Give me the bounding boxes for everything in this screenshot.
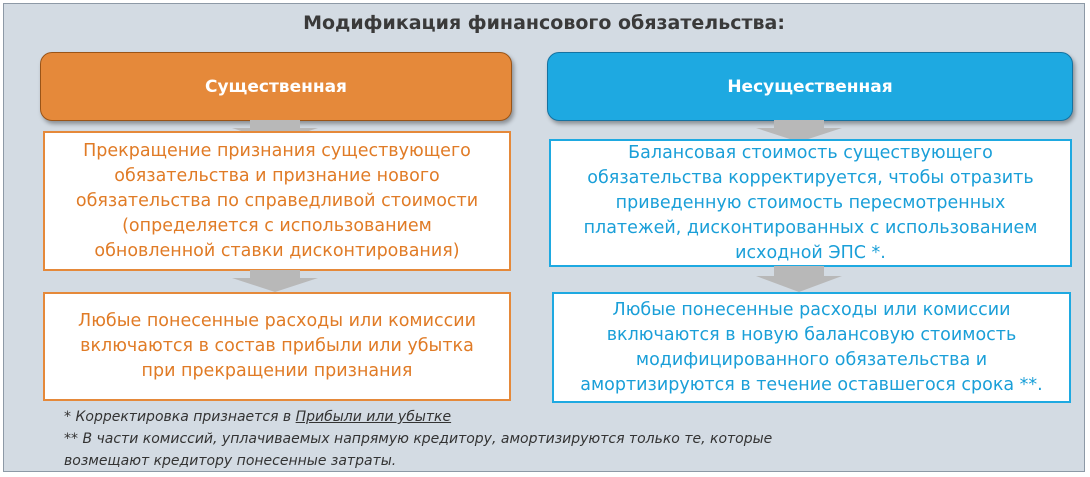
box-derecognition: Прекращение признания существующего обязательства и признание нового обязательства по справедливой стоимости (определяется с использованием обновленной ставки дисконтирования) [43,131,511,271]
header-insignificant: Несущественная [547,52,1073,121]
box-carrying-amount-adjustment: Балансовая стоимость существующего обязательства корректируется, чтобы отразить приведенную стоимость пересмотренных платежей, дисконтированных с использованием исходной ЭПС *. [549,139,1072,267]
footnotes [64,406,1074,472]
footnote-3: возмещают кредитору понесенные затраты. [64,453,397,469]
arrow-down-icon [230,270,320,292]
diagram-title: Модификация финансового обязательства: [303,12,785,34]
header-significant: Существенная [40,52,512,121]
arrow-down-icon [754,266,844,292]
footnote-1: * Корректировка признается в Прибыли или убытке [64,409,452,425]
diagram-frame [3,3,1085,472]
footnote-2: ** В части комиссий, уплачиваемых напрямую кредитору, амортизируются только те, которые [64,431,773,447]
box-costs-profit-loss: Любые понесенные расходы или комиссии включаются в состав прибыли или убытка при прекращении признания [43,292,511,401]
footnote-1-link: Прибыли или убытке [295,409,452,425]
box-costs-amortized: Любые понесенные расходы или комиссии включаются в новую балансовую стоимость модифицированного обязательства и амортизируются в течение оставшегося срока **. [552,292,1071,403]
